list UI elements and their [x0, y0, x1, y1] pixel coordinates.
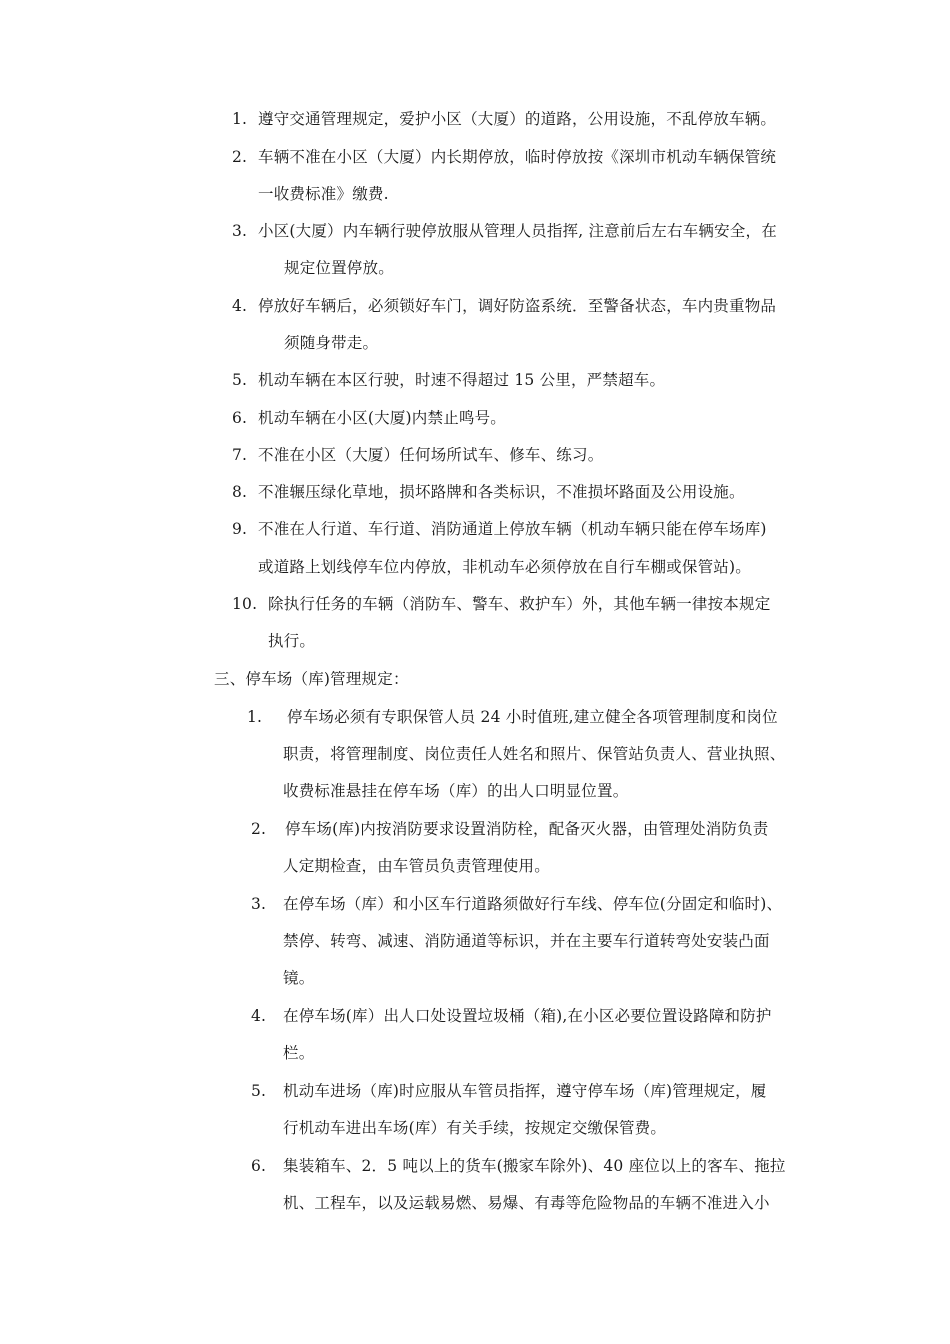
rule-2-9 [232, 519, 767, 539]
item-text: 机动车进场（库)时应服从车管员指挥，遵守停车场（库)管理规定，履 [283, 1082, 767, 1100]
rule-2-1 [232, 109, 776, 129]
rule-2-2-cont [258, 184, 389, 204]
item-text: 机动车辆在本区行驶，时速不得超过 15 公里，严禁超车。 [258, 371, 666, 389]
item-text: 或道路上划线停车位内停放，非机动车必须停放在自行车棚或保管站)。 [258, 558, 751, 576]
item-number: 6. [232, 409, 248, 427]
item-text: 不准在小区（大厦）任何场所试车、修车、练习。 [258, 446, 604, 464]
rule-2-9-cont [258, 557, 751, 577]
item-number: 2. [251, 820, 267, 838]
rule-3-1-cont [283, 781, 628, 801]
item-text: 收费标准悬挂在停车场（库）的出人口明显位置。 [283, 782, 629, 800]
item-number: 5. [251, 1082, 267, 1100]
rule-2-3 [232, 221, 777, 241]
rule-2-8 [232, 482, 745, 502]
rule-3-2-cont [283, 856, 550, 876]
rule-3-4 [251, 1006, 772, 1026]
item-number: 9. [232, 520, 248, 538]
item-text: 规定位置停放。 [284, 259, 394, 277]
section-heading: 三、停车场（库)管理规定： [214, 670, 409, 688]
item-text: 栏。 [283, 1044, 315, 1062]
item-number: 5. [232, 371, 248, 389]
item-number: 1. [247, 708, 263, 726]
item-text: 不准在人行道、车行道、消防通道上停放车辆（机动车辆只能在停车场库) [258, 520, 767, 538]
item-text: 在停车场（库）和小区车行道路须做好行车线、停车位(分固定和临时)、 [283, 895, 783, 913]
item-text: 遵守交通管理规定，爱护小区（大厦）的道路，公用设施，不乱停放车辆。 [258, 110, 777, 128]
item-number: 2. [232, 148, 248, 166]
item-text: 不准辗压绿化草地，损坏路牌和各类标识，不准损坏路面及公用设施。 [258, 483, 745, 501]
item-number: 3. [232, 222, 248, 240]
item-number: 8. [232, 483, 248, 501]
rule-3-3-cont [283, 968, 314, 988]
item-text: 一收费标准》缴费. [258, 185, 389, 203]
rule-3-3 [251, 894, 782, 914]
rule-2-5 [232, 370, 665, 390]
item-number: 3. [251, 895, 267, 913]
rule-3-6-cont [283, 1193, 770, 1213]
rule-3-5-cont [283, 1118, 666, 1138]
rule-2-10 [232, 594, 770, 614]
item-text: 除执行任务的车辆（消防车、警车、救护车）外，其他车辆一律按本规定 [268, 595, 771, 613]
item-number: 4. [251, 1007, 267, 1025]
rule-2-7 [232, 445, 603, 465]
item-text: 在停车场(库）出人口处设置垃圾桶（箱),在小区必要位置设路障和防护 [283, 1007, 772, 1025]
item-text: 小区(大厦）内车辆行驶停放服从管理人员指挥, 注意前后左右车辆安全，在 [258, 222, 777, 240]
rule-2-4 [232, 296, 776, 316]
rule-2-6 [232, 408, 506, 428]
rule-3-2 [251, 819, 769, 839]
item-text: 人定期检查，由车管员负责管理使用。 [283, 857, 550, 875]
item-number: 7. [232, 446, 248, 464]
rule-2-3-cont [284, 258, 394, 278]
item-number: 10. [232, 595, 258, 613]
item-text: 车辆不准在小区（大厦）内长期停放，临时停放按《深圳市机动车辆保管统 [258, 148, 777, 166]
item-text: 停放好车辆后，必须锁好车门，调好防盗系统．至警备状态，车内贵重物品 [258, 297, 777, 315]
item-number: 1. [232, 110, 248, 128]
rule-3-4-cont [283, 1043, 314, 1063]
item-text: 机动车辆在小区(大厦)内禁止鸣号。 [258, 409, 506, 427]
item-number: 6. [251, 1157, 267, 1175]
item-text: 行机动车进出车场(库）有关手续，按规定交缴保管费。 [283, 1119, 667, 1137]
rule-3-1 [247, 707, 778, 727]
item-text: 集装箱车、2．5 吨以上的货车(搬家车除外)、40 座位以上的客车、拖拉 [283, 1157, 786, 1175]
rule-3-1-cont [283, 744, 785, 764]
rule-2-4-cont [284, 333, 378, 353]
item-text: 停车场(库)内按消防要求设置消防栓，配备灭火器，由管理处消防负责 [285, 820, 769, 838]
rule-3-3-cont [283, 931, 770, 951]
item-text: 镜。 [283, 969, 315, 987]
item-text: 停车场必须有专职保管人员 24 小时值班,建立健全各项管理制度和岗位 [287, 708, 778, 726]
rule-2-2 [232, 147, 776, 167]
rule-2-10-cont [268, 631, 315, 651]
rule-3-5 [251, 1081, 767, 1101]
item-text: 机、工程车，以及运载易燃、易爆、有毒等危险物品的车辆不准进入小 [283, 1194, 770, 1212]
item-text: 执行。 [268, 632, 316, 650]
item-number: 4. [232, 297, 248, 315]
item-text: 须随身带走。 [284, 334, 379, 352]
item-text: 禁停、转弯、减速、消防通道等标识，并在主要车行道转弯处安装凸面 [283, 932, 770, 950]
item-text: 职责，将管理制度、岗位责任人姓名和照片、保管站负责人、营业执照、 [283, 745, 786, 763]
rule-3-6 [251, 1156, 786, 1176]
